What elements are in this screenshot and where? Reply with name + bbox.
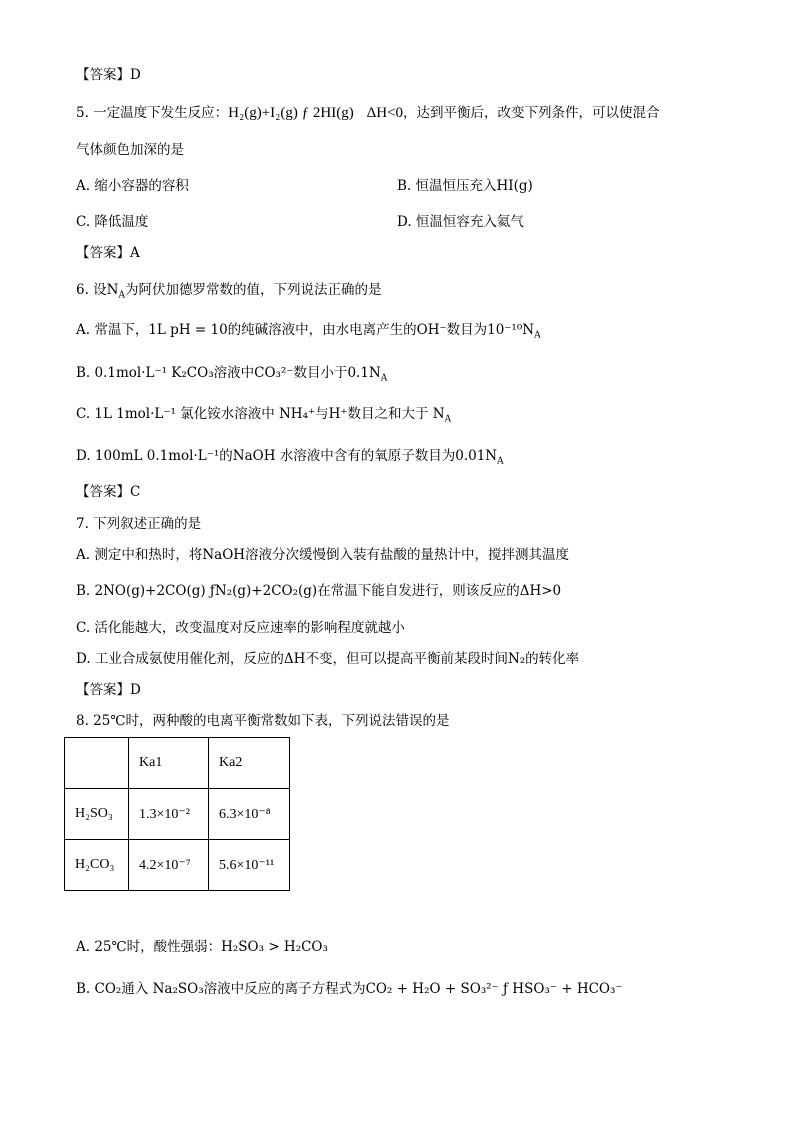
table-header-ka2: Ka2 xyxy=(209,738,290,789)
q6-stem-sub: A xyxy=(118,290,125,301)
q7-option-b: B. 2NO(g)+2CO(g) ƒN₂(g)+2CO₂(g)在常温下能自发进行，则该反应的ΔH>0 xyxy=(76,583,562,599)
q6-option-b-text: B. 0.1mol·L⁻¹ K₂CO₃溶液中CO₃²⁻数目小于0.1N xyxy=(76,365,381,381)
q6-stem xyxy=(76,281,381,299)
q6-option-a-sub: A xyxy=(534,330,541,341)
table-row xyxy=(65,789,290,840)
q5-stem xyxy=(76,104,660,122)
table-header-blank xyxy=(65,738,129,789)
answer-q5: 【答案】A xyxy=(76,245,140,261)
q6-option-c-text: C. 1L 1mol·L⁻¹ 氯化铵水溶液中 NH₄⁺与H⁺数目之和大于 N xyxy=(76,406,445,422)
q5-stem-prefix: 5. 一定温度下发生反应： xyxy=(76,105,229,121)
q8-option-a: A. 25℃时，酸性强弱：H₂SO₃ > H₂CO₃ xyxy=(76,939,328,955)
q6-option-d-text: D. 100mL 0.1mol·L⁻¹的NaOH 水溶液中含有的氧原子数目为0.01N xyxy=(76,448,498,464)
table-header-row xyxy=(65,738,290,789)
q6-option-a xyxy=(76,321,541,339)
q5-option-c: C. 降低温度 xyxy=(76,214,149,230)
q6-option-c-sub: A xyxy=(444,414,452,425)
table-cell-acid: H₂SO₃ xyxy=(65,789,129,840)
q6-stem-tail: 为阿伏加德罗常数的值，下列说法正确的是 xyxy=(124,282,382,298)
q5-option-a: A. 缩小容器的容积 xyxy=(76,178,189,194)
q6-option-c xyxy=(76,405,451,423)
q5-option-d: D. 恒温恒容充入氦气 xyxy=(397,214,524,230)
table-cell-ka1: 4.2×10⁻⁷ xyxy=(129,840,209,891)
answer-q4: 【答案】D xyxy=(76,67,141,83)
table-cell-ka2: 5.6×10⁻¹¹ xyxy=(209,840,290,891)
q6-stem-text: 6. 设N xyxy=(76,282,119,298)
q6-option-a-text: A. 常温下，1L pH = 10的纯碱溶液中，由水电离产生的OH⁻数目为10⁻¹⁰N xyxy=(76,322,535,338)
answer-q6: 【答案】C xyxy=(76,484,141,500)
q6-option-b-sub: A xyxy=(380,373,388,384)
q7-option-c: C. 活化能越大，改变温度对反应速率的影响程度就越小 xyxy=(76,620,405,636)
q5-reaction: H₂(g)+I₂(g) ƒ 2HI(g) xyxy=(228,105,354,121)
table-cell-ka2: 6.3×10⁻⁸ xyxy=(209,789,290,840)
answer-q7: 【答案】D xyxy=(76,682,141,698)
table-cell-acid: H₂CO₃ xyxy=(65,840,129,891)
q6-option-b xyxy=(76,364,387,382)
q5-option-b: B. 恒温恒压充入HI(g) xyxy=(397,178,533,194)
q5-stem-line2: 气体颜色加深的是 xyxy=(76,142,184,158)
q8-option-b: B. CO₂通入 Na₂SO₃溶液中反应的离子方程式为CO₂ + H₂O + SO₃²⁻ ƒ HSO₃⁻ + HCO₃⁻ xyxy=(76,981,623,997)
table-cell-ka1: 1.3×10⁻² xyxy=(129,789,209,840)
table-header-ka1: Ka1 xyxy=(129,738,209,789)
q5-delta-h: ΔH<0 xyxy=(366,105,404,121)
q5-stem-suffix: ，达到平衡后，改变下列条件，可以使混合 xyxy=(403,105,660,121)
q7-option-a: A. 测定中和热时，将NaOH溶液分次缓慢倒入装有盐酸的量热计中，搅拌测其温度 xyxy=(76,547,570,563)
q6-option-d-sub: A xyxy=(497,456,504,467)
q7-option-d: D. 工业合成氨使用催化剂，反应的ΔH不变，但可以提高平衡前某段时间N₂的转化率 xyxy=(76,651,580,667)
table-row xyxy=(65,840,290,891)
acid-constant-table xyxy=(64,737,290,891)
q6-option-d xyxy=(76,447,504,465)
q7-stem: 7. 下列叙述正确的是 xyxy=(76,516,202,532)
q8-stem: 8. 25℃时，两种酸的电离平衡常数如下表，下列说法错误的是 xyxy=(76,713,450,729)
